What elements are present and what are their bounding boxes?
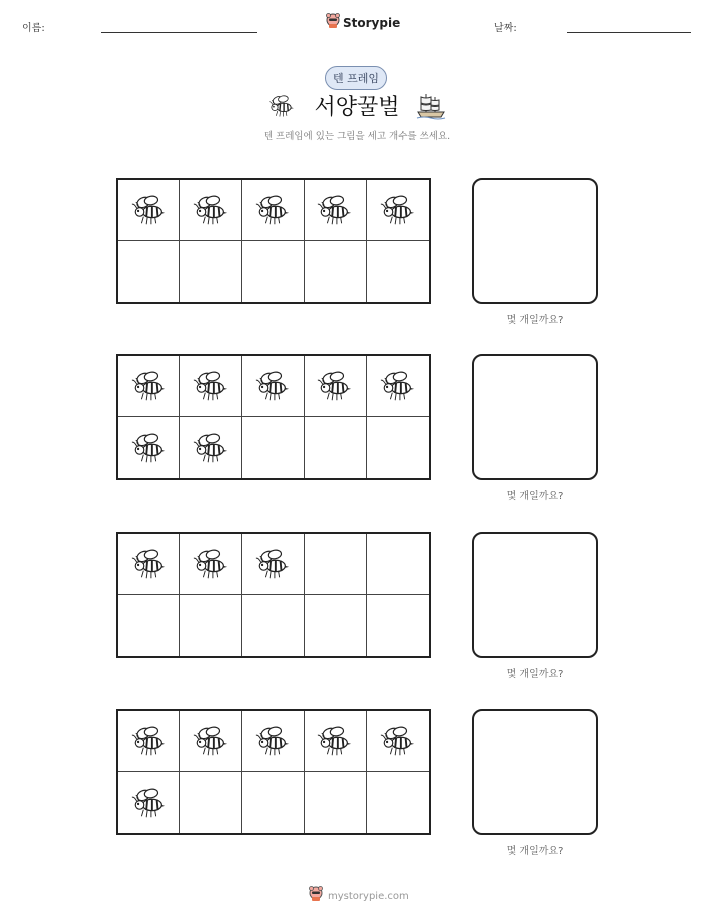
ten-frame-cell <box>118 180 180 241</box>
ten-frame-cell <box>180 534 242 595</box>
bee-icon <box>316 369 354 403</box>
ten-frame-cell <box>242 356 304 417</box>
answer-box[interactable] <box>472 532 598 658</box>
ten-frame-cell <box>180 772 242 833</box>
ten-frame-cell <box>305 241 367 302</box>
bee-icon <box>379 193 417 227</box>
category-badge: 텐 프레임 <box>325 66 387 90</box>
bee-icon <box>130 369 168 403</box>
answer-box[interactable] <box>472 709 598 835</box>
storypie-logo-icon <box>326 13 340 33</box>
ten-frame-cell <box>242 180 304 241</box>
ten-frame-cell <box>367 180 429 241</box>
bee-icon <box>316 193 354 227</box>
ten-frame-cell <box>180 595 242 656</box>
ten-frame-cell <box>180 180 242 241</box>
ten-frame-cell <box>242 595 304 656</box>
ten-frame <box>116 709 431 835</box>
instruction-text: 텐 프레임에 있는 그림을 세고 개수를 쓰세요. <box>263 131 451 142</box>
ten-frame-cell <box>367 595 429 656</box>
question-label: 몇 개일까요? <box>506 315 564 326</box>
ten-frame-cell <box>118 772 180 833</box>
bee-icon <box>192 724 230 758</box>
ten-frame-cell <box>118 356 180 417</box>
bee-icon <box>192 369 230 403</box>
ten-frame-cell <box>305 417 367 478</box>
bee-icon <box>254 193 292 227</box>
ten-frame <box>116 532 431 658</box>
bee-icon <box>192 547 230 581</box>
name-label: 이름: <box>22 23 45 34</box>
ten-frame-cell <box>305 595 367 656</box>
ten-frame-cell <box>305 180 367 241</box>
ten-frame <box>116 354 431 480</box>
ten-frame <box>116 178 431 304</box>
bee-icon <box>130 431 168 465</box>
ten-frame-cell <box>305 534 367 595</box>
ten-frame-cell <box>180 241 242 302</box>
ten-frame-cell <box>118 711 180 772</box>
ten-frame-cell <box>118 417 180 478</box>
ten-frame-cell <box>305 772 367 833</box>
bee-icon <box>192 431 230 465</box>
ten-frame-cell <box>180 417 242 478</box>
bee-icon <box>130 724 168 758</box>
question-label: 몇 개일까요? <box>506 846 564 857</box>
bee-icon <box>254 369 292 403</box>
bee-icon <box>192 193 230 227</box>
brand-logo <box>326 13 400 33</box>
ten-frame-cell <box>367 241 429 302</box>
bee-icon <box>130 786 168 820</box>
name-line <box>101 32 257 33</box>
brand-name: Storypie <box>343 16 401 30</box>
ten-frame-cell <box>180 711 242 772</box>
question-label: 몇 개일까요? <box>506 669 564 680</box>
date-label: 날짜: <box>494 23 517 34</box>
page-title: 서양꿀벌 <box>314 95 400 120</box>
ten-frame-cell <box>118 534 180 595</box>
storypie-logo-icon <box>308 886 324 906</box>
footer <box>308 886 409 906</box>
date-line <box>567 32 691 33</box>
answer-box[interactable] <box>472 178 598 304</box>
ten-frame-cell <box>242 241 304 302</box>
ten-frame-cell <box>367 417 429 478</box>
ten-frame-cell <box>118 241 180 302</box>
bee-icon <box>130 547 168 581</box>
ten-frame-cell <box>305 356 367 417</box>
question-label: 몇 개일까요? <box>506 491 564 502</box>
answer-box[interactable] <box>472 354 598 480</box>
footer-url: mystorypie.com <box>328 890 409 902</box>
ten-frame-cell <box>305 711 367 772</box>
ship-icon <box>416 90 446 124</box>
ten-frame-cell <box>367 356 429 417</box>
ten-frame-cell <box>367 711 429 772</box>
bee-icon <box>254 547 292 581</box>
ten-frame-cell <box>242 417 304 478</box>
ten-frame-cell <box>367 772 429 833</box>
bee-icon <box>130 193 168 227</box>
ten-frame-cell <box>180 356 242 417</box>
ten-frame-cell <box>242 772 304 833</box>
bee-icon <box>379 724 417 758</box>
bee-icon <box>316 724 354 758</box>
ten-frame-cell <box>118 595 180 656</box>
bee-icon <box>379 369 417 403</box>
ten-frame-cell <box>242 711 304 772</box>
bee-icon <box>254 724 292 758</box>
ten-frame-cell <box>367 534 429 595</box>
ten-frame-cell <box>242 534 304 595</box>
